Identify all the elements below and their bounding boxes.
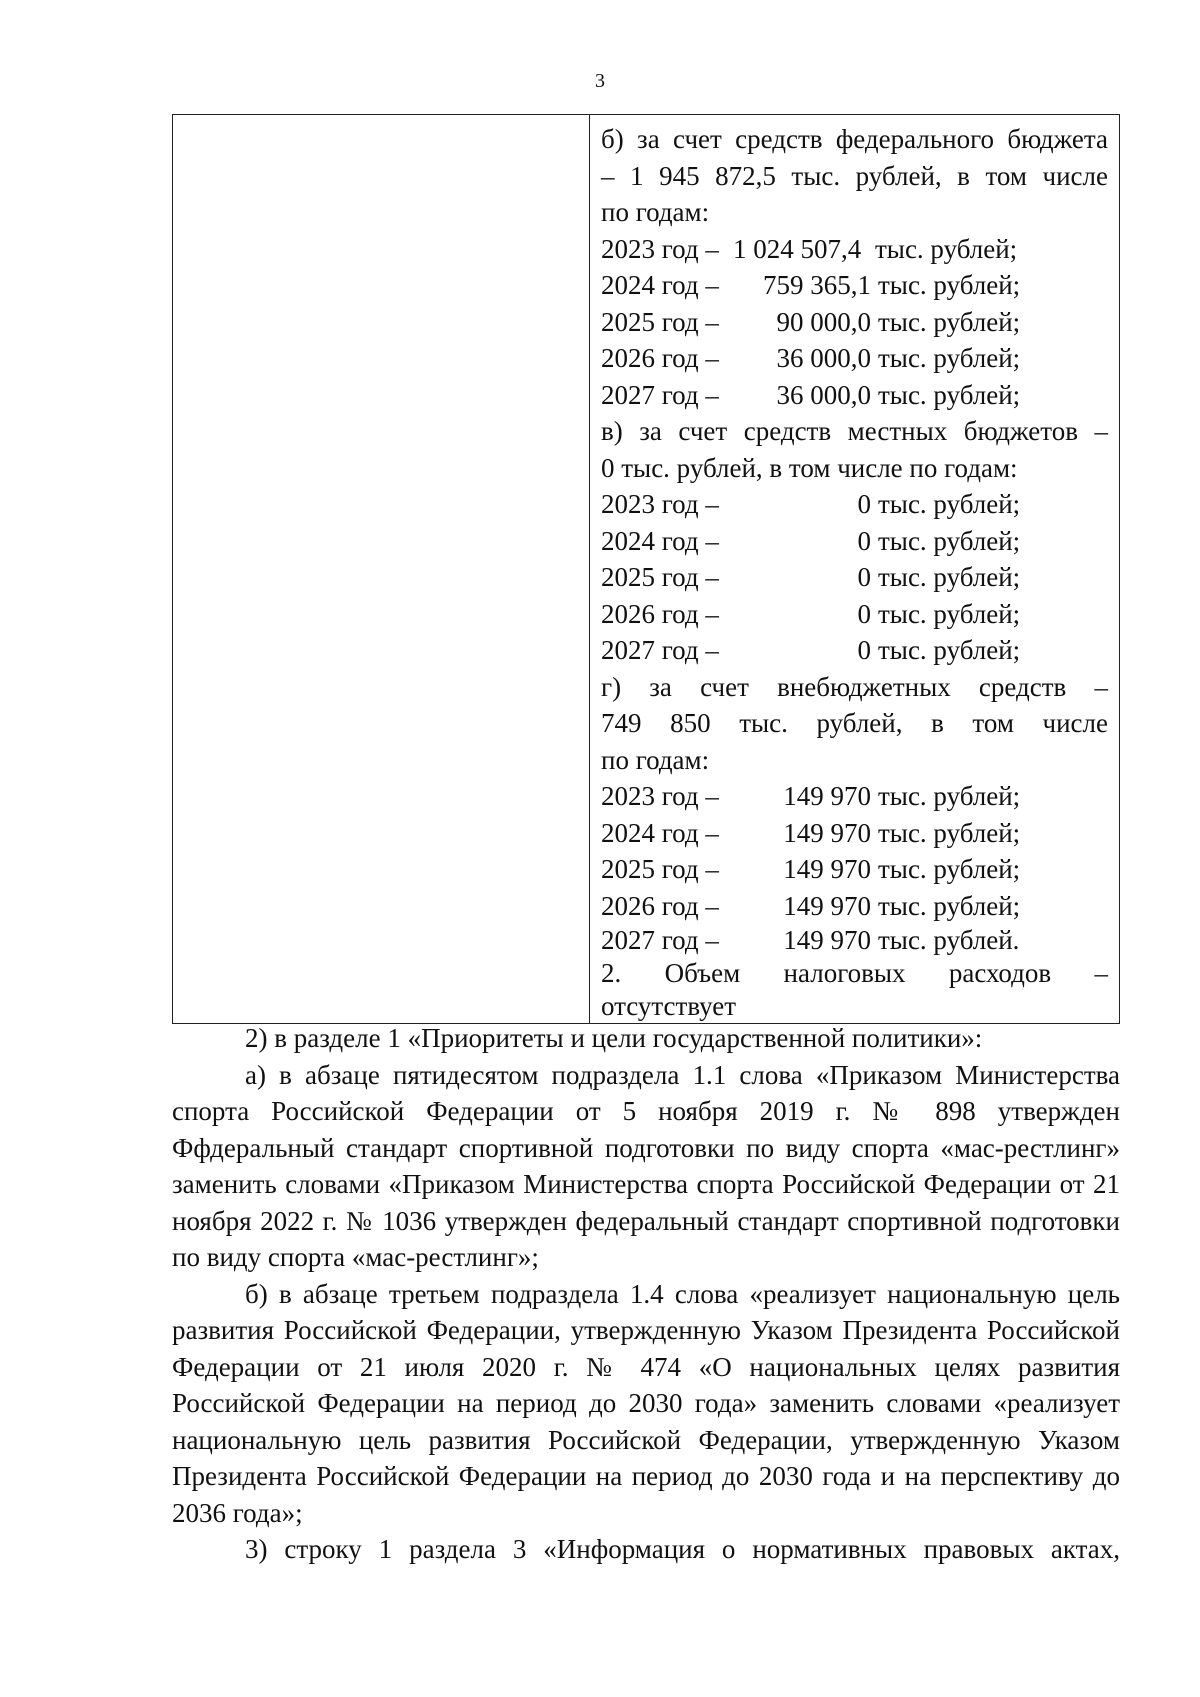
b-line: по годам: bbox=[601, 197, 710, 227]
year-row: 2024 год – 149 970 тыс. рублей; bbox=[601, 817, 1021, 848]
year-row: 2026 год – 36 000,0 тыс. рублей; bbox=[601, 343, 1021, 373]
g-line: г) за счет внебюджетных средств – bbox=[601, 671, 1108, 702]
paragraph-b: б) в абзаце третьем подраздела 1.4 слова «реализует национальную цель развития Российской Федерации, утвержденную Указом Президента Российской Федерации от 21 июля 2020 г. № 474 «О национальных целях развития Российской Федерации на период до 2030 года» заменить словами «реализует национальную цель развития Российской Федерации, утвержденную Указом Президента Российской Федерации на период до 2030 года и на перспективу до 2036 года»; bbox=[172, 1278, 1120, 1528]
year-row: 2026 год – 0 тыс. рублей; bbox=[601, 598, 1021, 629]
year-row: 2025 год – 149 970 тыс. рублей; bbox=[601, 854, 1021, 884]
paragraph-section-1: 2) в разделе 1 «Приоритеты и цели государственной политики»: bbox=[245, 1023, 983, 1053]
year-row: 2027 год – 36 000,0 тыс. рублей; bbox=[601, 379, 1021, 410]
page-number: 3 bbox=[595, 70, 605, 92]
g-line: по годам: bbox=[601, 744, 710, 775]
year-row: 2027 год – 149 970 тыс. рублей. bbox=[601, 925, 1020, 955]
passport-table bbox=[172, 114, 1120, 1024]
year-row: 2024 год – 759 365,1 тыс. рублей; bbox=[601, 270, 1021, 300]
b-line: б) за счет средств федерального бюджета bbox=[601, 124, 1108, 154]
year-row: 2025 год – 0 тыс. рублей; bbox=[601, 562, 1021, 592]
tax-line: 2. Объем налоговых расходов – bbox=[601, 958, 1108, 988]
year-row: 2027 год – 0 тыс. рублей; bbox=[601, 635, 1021, 665]
v-line: 0 тыс. рублей, в том числе по годам: bbox=[601, 452, 1018, 483]
year-row: 2023 год – 149 970 тыс. рублей; bbox=[601, 781, 1021, 811]
year-row: 2025 год – 90 000,0 тыс. рублей; bbox=[601, 306, 1021, 337]
paragraph-3: 3) строку 1 раздела 3 «Информация о нормативных правовых актах, bbox=[245, 1534, 1120, 1564]
year-row: 2023 год – 1 024 507,4 тыс. рублей; bbox=[601, 233, 1018, 264]
year-row: 2026 год – 149 970 тыс. рублей; bbox=[601, 890, 1021, 921]
body-text bbox=[172, 1020, 1120, 1568]
table-right-cell bbox=[590, 115, 1120, 1024]
tax-line: отсутствует bbox=[601, 991, 737, 1021]
b-line: – 1 945 872,5 тыс. рублей, в том числе bbox=[601, 160, 1108, 191]
table-left-cell bbox=[173, 115, 590, 1024]
year-row: 2023 год – 0 тыс. рублей; bbox=[601, 489, 1021, 519]
year-row: 2024 год – 0 тыс. рублей; bbox=[601, 525, 1021, 556]
g-line: 749 850 тыс. рублей, в том числе bbox=[601, 708, 1108, 738]
paragraph-a: а) в абзаце пятидесятом подраздела 1.1 слова «Приказом Министерства спорта Российской Федерации от 5 ноября 2019 г. № 898 утвержден Ффдеральный стандарт спортивной подготовки по виду спорта «мас-рестлинг» заменить словами «Приказом Министерства спорта Российской Федерации от 21 ноября 2022 г. № 1036 утвержден федеральный стандарт спортивной подготовки по виду спорта «мас-рестлинг»; bbox=[172, 1059, 1120, 1272]
v-line: в) за счет средств местных бюджетов – bbox=[601, 416, 1108, 446]
